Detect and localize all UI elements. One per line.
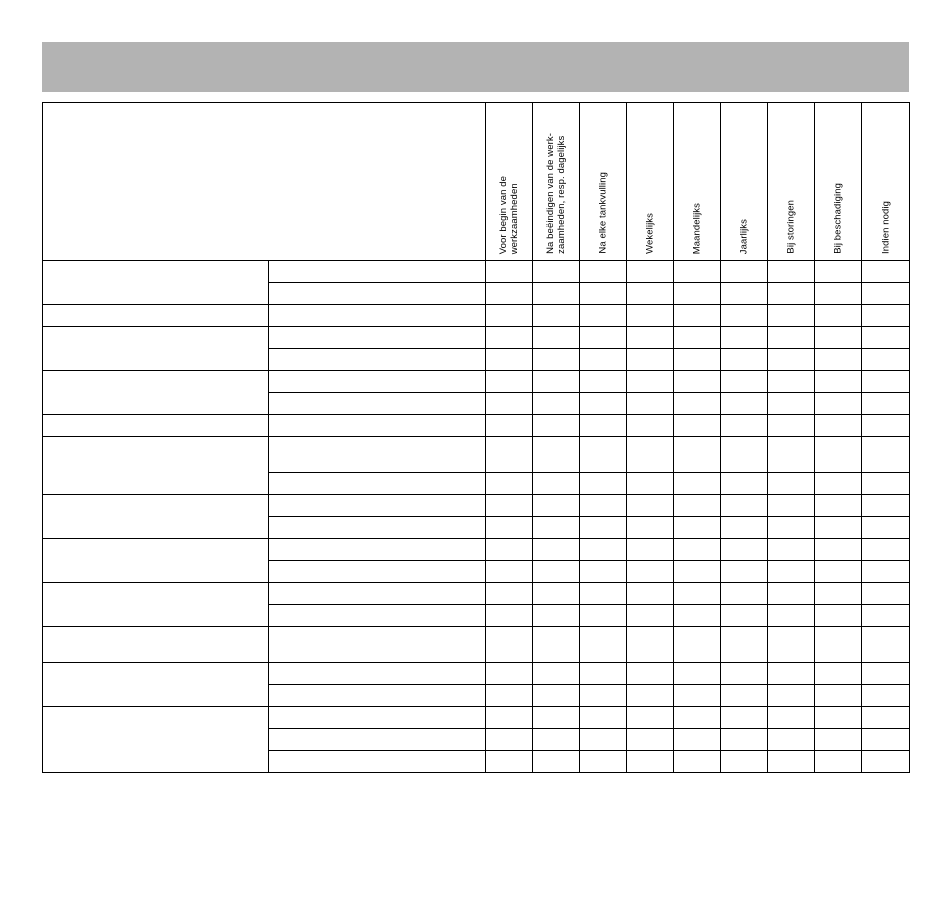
task-cell [269,415,486,437]
interval-check-cell[interactable] [815,627,862,663]
interval-check-cell[interactable] [627,729,674,751]
task-cell [269,261,486,283]
interval-check-cell[interactable] [862,685,910,707]
interval-check-cell[interactable] [721,415,768,437]
interval-check-cell[interactable] [862,583,910,605]
interval-check-cell[interactable] [486,583,533,605]
column-header [862,103,910,261]
interval-check-cell[interactable] [486,473,533,495]
interval-check-cell[interactable] [627,283,674,305]
interval-check-cell[interactable] [862,539,910,561]
column-header-label: Bij beschadiging [832,183,844,254]
interval-check-cell[interactable] [674,729,721,751]
interval-check-cell[interactable] [862,605,910,627]
component-cell [43,371,269,415]
interval-check-cell[interactable] [815,305,862,327]
interval-check-cell[interactable] [486,539,533,561]
interval-check-cell[interactable] [627,561,674,583]
task-cell [269,663,486,685]
interval-check-cell[interactable] [486,349,533,371]
interval-check-cell[interactable] [815,283,862,305]
task-cell [269,685,486,707]
interval-check-cell[interactable] [580,261,627,283]
table-row [43,327,910,349]
table-row [43,415,910,437]
component-cell [43,663,269,707]
task-cell [269,751,486,773]
interval-check-cell[interactable] [815,751,862,773]
interval-check-cell[interactable] [815,261,862,283]
interval-check-cell[interactable] [580,349,627,371]
interval-check-cell[interactable] [768,561,815,583]
component-cell [43,261,269,305]
interval-check-cell[interactable] [768,539,815,561]
interval-check-cell[interactable] [862,473,910,495]
table-row [43,583,910,605]
task-cell [269,473,486,495]
interval-check-cell[interactable] [721,349,768,371]
column-header [580,103,627,261]
interval-check-cell[interactable] [768,685,815,707]
interval-check-cell[interactable] [533,261,580,283]
interval-check-cell[interactable] [580,685,627,707]
interval-check-cell[interactable] [721,605,768,627]
interval-check-cell[interactable] [533,605,580,627]
interval-check-cell[interactable] [721,495,768,517]
interval-check-cell[interactable] [721,751,768,773]
interval-check-cell[interactable] [533,415,580,437]
task-cell [269,327,486,349]
interval-check-cell[interactable] [533,327,580,349]
interval-check-cell[interactable] [486,495,533,517]
interval-check-cell[interactable] [580,729,627,751]
interval-check-cell[interactable] [768,473,815,495]
interval-check-cell[interactable] [815,729,862,751]
interval-check-cell[interactable] [768,627,815,663]
interval-check-cell[interactable] [533,495,580,517]
interval-check-cell[interactable] [815,583,862,605]
interval-check-cell[interactable] [533,305,580,327]
interval-check-cell[interactable] [627,261,674,283]
column-header-label: Jaarlijks [738,218,750,254]
interval-check-cell[interactable] [674,751,721,773]
interval-check-cell[interactable] [674,561,721,583]
component-cell [43,583,269,627]
interval-check-cell[interactable] [580,473,627,495]
task-cell [269,495,486,517]
interval-check-cell[interactable] [721,327,768,349]
task-cell [269,371,486,393]
interval-check-cell[interactable] [768,729,815,751]
interval-check-cell[interactable] [486,627,533,663]
interval-check-cell[interactable] [721,517,768,539]
table-row [43,261,910,283]
interval-check-cell[interactable] [862,517,910,539]
interval-check-cell[interactable] [815,393,862,415]
component-cell [43,327,269,371]
table-row [43,437,910,473]
interval-check-cell[interactable] [674,627,721,663]
interval-check-cell[interactable] [533,393,580,415]
interval-check-cell[interactable] [674,517,721,539]
interval-check-cell[interactable] [580,627,627,663]
component-cell [43,305,269,327]
interval-check-cell[interactable] [768,349,815,371]
interval-check-cell[interactable] [721,283,768,305]
column-header-label: Na elke tankvulling [597,172,609,254]
column-header-label: Indien nodig [880,201,891,254]
interval-check-cell[interactable] [815,561,862,583]
interval-check-cell[interactable] [768,371,815,393]
interval-check-cell[interactable] [815,517,862,539]
interval-check-cell[interactable] [815,349,862,371]
interval-check-cell[interactable] [768,305,815,327]
column-header [674,103,721,261]
column-header [627,103,674,261]
interval-check-cell[interactable] [486,437,533,473]
interval-check-cell[interactable] [815,473,862,495]
interval-check-cell[interactable] [627,327,674,349]
header-blank-cell [43,103,486,261]
interval-check-cell[interactable] [486,393,533,415]
interval-check-cell[interactable] [862,415,910,437]
interval-check-cell[interactable] [486,415,533,437]
task-cell [269,517,486,539]
interval-check-cell[interactable] [721,729,768,751]
interval-check-cell[interactable] [674,305,721,327]
interval-check-cell[interactable] [674,261,721,283]
interval-check-cell[interactable] [533,627,580,663]
column-header-label: Wekelijks [644,213,656,254]
interval-check-cell[interactable] [627,415,674,437]
interval-check-cell[interactable] [862,283,910,305]
interval-check-cell[interactable] [486,751,533,773]
interval-check-cell[interactable] [486,685,533,707]
interval-check-cell[interactable] [721,663,768,685]
interval-check-cell[interactable] [580,415,627,437]
interval-check-cell[interactable] [862,729,910,751]
interval-check-cell[interactable] [721,685,768,707]
interval-check-cell[interactable] [674,393,721,415]
interval-check-cell[interactable] [627,707,674,729]
interval-check-cell[interactable] [815,707,862,729]
interval-check-cell[interactable] [674,539,721,561]
interval-check-cell[interactable] [674,327,721,349]
interval-check-cell[interactable] [768,751,815,773]
interval-check-cell[interactable] [768,663,815,685]
table-row [43,707,910,729]
interval-check-cell[interactable] [768,605,815,627]
column-header [486,103,533,261]
interval-check-cell[interactable] [674,473,721,495]
interval-check-cell[interactable] [580,605,627,627]
interval-check-cell[interactable] [533,539,580,561]
interval-check-cell[interactable] [627,517,674,539]
interval-check-cell[interactable] [627,583,674,605]
interval-check-cell[interactable] [580,663,627,685]
interval-check-cell[interactable] [768,283,815,305]
component-cell [43,707,269,773]
interval-check-cell[interactable] [768,517,815,539]
interval-check-cell[interactable] [862,327,910,349]
column-header [768,103,815,261]
table-row [43,495,910,517]
task-cell [269,707,486,729]
interval-check-cell[interactable] [533,707,580,729]
task-cell [269,729,486,751]
task-cell [269,283,486,305]
interval-check-cell[interactable] [815,539,862,561]
interval-check-cell[interactable] [627,751,674,773]
interval-check-cell[interactable] [533,663,580,685]
interval-check-cell[interactable] [721,561,768,583]
interval-check-cell[interactable] [815,327,862,349]
task-cell [269,539,486,561]
interval-check-cell[interactable] [533,729,580,751]
interval-check-cell[interactable] [533,685,580,707]
interval-check-cell[interactable] [815,605,862,627]
interval-check-cell[interactable] [533,349,580,371]
interval-check-cell[interactable] [721,305,768,327]
interval-check-cell[interactable] [486,371,533,393]
interval-check-cell[interactable] [721,473,768,495]
interval-check-cell[interactable] [721,583,768,605]
interval-check-cell[interactable] [627,437,674,473]
task-cell [269,583,486,605]
title-bar [42,42,909,92]
interval-check-cell[interactable] [815,685,862,707]
interval-check-cell[interactable] [674,495,721,517]
interval-check-cell[interactable] [486,663,533,685]
table-row [43,663,910,685]
interval-check-cell[interactable] [815,495,862,517]
interval-check-cell[interactable] [533,283,580,305]
interval-check-cell[interactable] [721,371,768,393]
component-cell [43,495,269,539]
task-cell [269,393,486,415]
interval-check-cell[interactable] [862,663,910,685]
task-cell [269,349,486,371]
interval-check-cell[interactable] [627,605,674,627]
task-cell [269,627,486,663]
interval-check-cell[interactable] [721,393,768,415]
interval-check-cell[interactable] [486,605,533,627]
interval-check-cell[interactable] [768,495,815,517]
interval-check-cell[interactable] [580,517,627,539]
column-header [815,103,862,261]
interval-check-cell[interactable] [533,561,580,583]
interval-check-cell[interactable] [862,371,910,393]
interval-check-cell[interactable] [533,371,580,393]
interval-check-cell[interactable] [768,393,815,415]
interval-check-cell[interactable] [580,561,627,583]
interval-check-cell[interactable] [674,437,721,473]
interval-check-cell[interactable] [533,751,580,773]
interval-check-cell[interactable] [674,415,721,437]
column-header-label: Voor begin van de werkzaamheden [498,175,520,254]
interval-check-cell[interactable] [768,415,815,437]
interval-check-cell[interactable] [580,707,627,729]
interval-check-cell[interactable] [721,707,768,729]
interval-check-cell[interactable] [674,283,721,305]
interval-check-cell[interactable] [862,261,910,283]
interval-check-cell[interactable] [580,371,627,393]
interval-check-cell[interactable] [862,751,910,773]
table-row [43,539,910,561]
interval-check-cell[interactable] [580,283,627,305]
interval-check-cell[interactable] [674,371,721,393]
interval-check-cell[interactable] [580,327,627,349]
interval-check-cell[interactable] [862,627,910,663]
interval-check-cell[interactable] [674,663,721,685]
interval-check-cell[interactable] [486,283,533,305]
interval-check-cell[interactable] [627,663,674,685]
interval-check-cell[interactable] [674,685,721,707]
interval-check-cell[interactable] [486,305,533,327]
maintenance-schedule-table [42,102,910,773]
table-row [43,627,910,663]
interval-check-cell[interactable] [627,473,674,495]
interval-check-cell[interactable] [580,539,627,561]
interval-check-cell[interactable] [486,729,533,751]
interval-check-cell[interactable] [862,349,910,371]
interval-check-cell[interactable] [815,437,862,473]
interval-check-cell[interactable] [533,583,580,605]
interval-check-cell[interactable] [627,539,674,561]
interval-check-cell[interactable] [627,495,674,517]
interval-check-cell[interactable] [768,327,815,349]
interval-check-cell[interactable] [627,305,674,327]
interval-check-cell[interactable] [768,437,815,473]
interval-check-cell[interactable] [627,685,674,707]
column-header-label: Na beëindigen van de werk- zaamheden, resp. dagelijks [545,133,567,254]
component-cell [43,437,269,495]
column-header-label: Maandelijks [691,202,703,254]
interval-check-cell[interactable] [580,437,627,473]
interval-check-cell[interactable] [674,707,721,729]
interval-check-cell[interactable] [533,517,580,539]
task-cell [269,561,486,583]
interval-check-cell[interactable] [486,261,533,283]
interval-check-cell[interactable] [721,437,768,473]
component-cell [43,415,269,437]
interval-check-cell[interactable] [721,261,768,283]
interval-check-cell[interactable] [768,583,815,605]
interval-check-cell[interactable] [721,627,768,663]
interval-check-cell[interactable] [627,393,674,415]
interval-check-cell[interactable] [862,495,910,517]
interval-check-cell[interactable] [768,707,815,729]
component-cell [43,627,269,663]
interval-check-cell[interactable] [486,707,533,729]
interval-check-cell[interactable] [815,663,862,685]
interval-check-cell[interactable] [580,305,627,327]
table-row [43,371,910,393]
interval-check-cell[interactable] [627,627,674,663]
interval-check-cell[interactable] [768,261,815,283]
task-cell [269,437,486,473]
column-header [533,103,580,261]
interval-check-cell[interactable] [862,707,910,729]
interval-check-cell[interactable] [862,305,910,327]
column-header-label: Bij storingen [785,200,797,254]
interval-check-cell[interactable] [580,495,627,517]
interval-check-cell[interactable] [862,561,910,583]
interval-check-cell[interactable] [862,437,910,473]
interval-check-cell[interactable] [486,561,533,583]
interval-check-cell[interactable] [486,517,533,539]
interval-check-cell[interactable] [580,583,627,605]
interval-check-cell[interactable] [533,437,580,473]
task-cell [269,305,486,327]
interval-check-cell[interactable] [627,371,674,393]
interval-check-cell[interactable] [486,327,533,349]
interval-check-cell[interactable] [674,349,721,371]
interval-check-cell[interactable] [580,393,627,415]
task-cell [269,605,486,627]
interval-check-cell[interactable] [627,349,674,371]
interval-check-cell[interactable] [721,539,768,561]
interval-check-cell[interactable] [815,371,862,393]
interval-check-cell[interactable] [674,583,721,605]
header-row [43,103,910,261]
column-header [721,103,768,261]
interval-check-cell[interactable] [533,473,580,495]
component-cell [43,539,269,583]
interval-check-cell[interactable] [580,751,627,773]
interval-check-cell[interactable] [862,393,910,415]
table-row [43,305,910,327]
interval-check-cell[interactable] [815,415,862,437]
interval-check-cell[interactable] [674,605,721,627]
